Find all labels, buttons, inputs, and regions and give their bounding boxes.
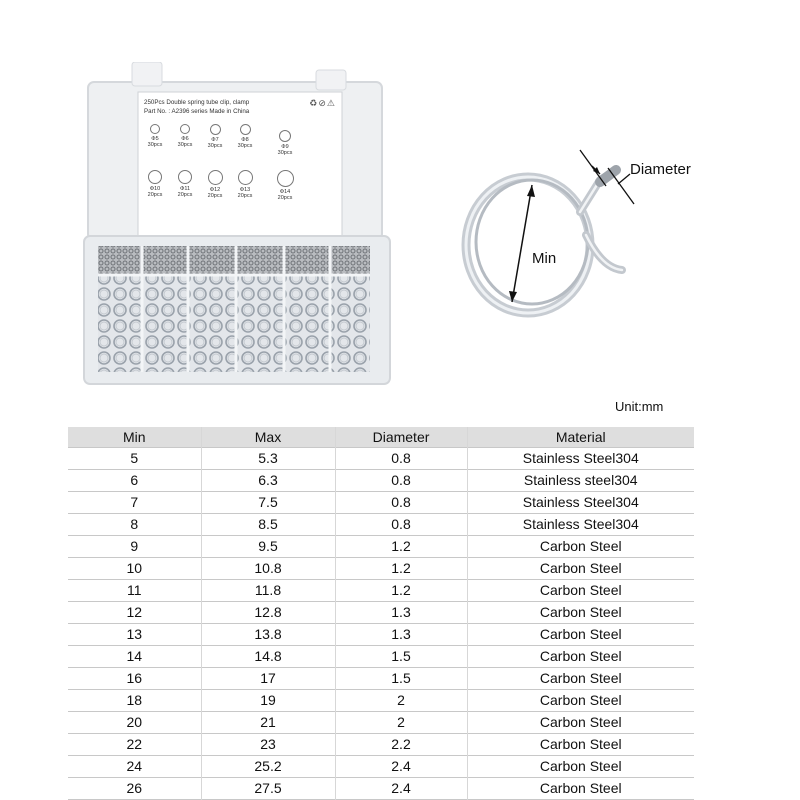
clip-ring-icon [178,170,192,184]
cell-max: 21 [201,712,335,734]
cell-material: Carbon Steel [539,670,622,686]
cell-max: 6.3 [201,470,335,492]
warning-icon: ⚠ [326,98,336,108]
clip-ring-icon [240,124,251,135]
cell-max: 5.3 [201,448,335,470]
cell-diameter: 1.2 [335,558,467,580]
size-qty: 20pcs [147,192,163,198]
cell-max: 23 [201,734,335,756]
table-row [68,646,694,668]
product-box-image [80,62,402,388]
cell-diameter: 1.5 [335,668,467,690]
cell-material: Carbon Steel [539,538,622,554]
cell-min: 22 [68,734,201,756]
cell-diameter: 1.2 [335,536,467,558]
cell-diameter: 0.8 [335,470,467,492]
cell-material: Stainless Steel304 [522,516,639,532]
table-row [68,624,694,646]
cell-max: 11.8 [201,580,335,602]
clip-diagram [440,120,740,360]
table-row [68,580,694,602]
size-qty: 30pcs [207,143,223,149]
cell-material: Carbon Steel [539,780,622,796]
cell-diameter: 2 [335,712,467,734]
size-qty: 20pcs [207,193,223,199]
cell-diameter: 0.8 [335,514,467,536]
size-label: Φ10 [149,186,161,192]
cell-material: Carbon Steel [539,626,622,642]
table-row [68,756,694,778]
column-header-material: Material [555,429,606,445]
cell-min: 12 [68,602,201,624]
table-row [68,448,694,470]
cell-diameter: 1.3 [335,602,467,624]
table-row [68,668,694,690]
table-row [68,536,694,558]
column-header-max: Max [201,427,335,448]
unit-label: Unit:mm [615,399,664,414]
size-qty: 20pcs [277,195,293,201]
size-cell [170,124,200,148]
size-cell [140,124,170,148]
size-label: Φ12 [209,187,221,193]
size-cell [270,170,300,201]
cell-min: 7 [68,492,201,514]
lid-label [140,94,340,244]
table-row [68,492,694,514]
table-header-row [68,427,694,448]
lid-size-grid [140,94,340,244]
cell-diameter: 1.2 [335,580,467,602]
table-row [68,558,694,580]
size-label: Φ14 [279,189,291,195]
recycle-icon: ♻ [309,98,319,108]
size-cell [200,170,230,199]
cell-diameter: 2.4 [335,778,467,800]
cell-min: 8 [68,514,201,536]
no-symbol-icon: ⊘ [318,98,327,108]
clip-ring-icon [208,170,223,185]
size-qty: 30pcs [277,150,293,156]
cell-min: 9 [68,536,201,558]
cell-diameter: 0.8 [335,492,467,514]
lid-part-number: Part No. : A2396 series Made in China [144,108,250,115]
size-qty: 20pcs [177,192,193,198]
cell-material: Carbon Steel [539,648,622,664]
cell-diameter: 0.8 [335,448,467,470]
cell-max: 14.8 [201,646,335,668]
size-cell [230,124,260,149]
table-row [68,470,694,492]
clip-ring-icon [277,170,294,187]
min-label: Min [532,250,557,267]
size-cell [270,130,300,156]
cell-material: Carbon Steel [539,758,622,774]
table-row [68,514,694,536]
cell-min: 6 [68,470,201,492]
size-label: Φ9 [281,144,289,150]
cell-material: Carbon Steel [539,604,622,620]
cell-min: 26 [68,778,201,800]
cell-material: Carbon Steel [539,736,622,752]
cell-max: 9.5 [201,536,335,558]
size-cell [170,170,200,198]
size-qty: 30pcs [237,143,253,149]
size-label: Φ5 [151,136,159,142]
size-qty: 30pcs [177,142,193,148]
size-cell [230,170,260,199]
cell-max: 8.5 [201,514,335,536]
cell-min: 20 [68,712,201,734]
cell-min: 18 [68,690,201,712]
cell-min: 24 [68,756,201,778]
cell-max: 12.8 [201,602,335,624]
table-row [68,602,694,624]
cell-max: 25.2 [201,756,335,778]
cell-max: 17 [201,668,335,690]
cell-min: 13 [68,624,201,646]
cell-min: 16 [68,668,201,690]
cell-diameter: 2.2 [335,734,467,756]
cell-max: 13.8 [201,624,335,646]
cell-min: 14 [68,646,201,668]
cell-material: Carbon Steel [539,692,622,708]
clip-ring-icon [279,130,291,142]
cell-min: 10 [68,558,201,580]
table-row [68,734,694,756]
cell-diameter: 2 [335,690,467,712]
table-row [68,778,694,800]
clip-ring-icon [150,124,160,134]
cell-material: Stainless Steel304 [522,494,639,510]
cell-material: Carbon Steel [539,582,622,598]
cell-material: Carbon Steel [539,560,622,576]
cell-max: 7.5 [201,492,335,514]
column-header-min: Min [68,427,201,448]
cell-material: Stainless Steel304 [522,450,639,466]
size-cell [200,124,230,149]
size-label: Φ8 [241,137,249,143]
size-cell [140,170,170,198]
cell-max: 10.8 [201,558,335,580]
spec-table [68,427,694,800]
cell-diameter: 1.3 [335,624,467,646]
cell-max: 19 [201,690,335,712]
cell-material: Carbon Steel [539,714,622,730]
clip-ring-icon [210,124,221,135]
column-header-diameter: Diameter [335,427,467,448]
size-label: Φ13 [239,187,251,193]
size-label: Φ6 [181,136,189,142]
clip-ring-icon [180,124,190,134]
size-qty: 30pcs [147,142,163,148]
size-label: Φ11 [179,186,191,192]
table-row [68,712,694,734]
cell-max: 27.5 [201,778,335,800]
size-qty: 20pcs [237,193,253,199]
size-label: Φ7 [211,137,219,143]
clip-ring-icon [148,170,162,184]
cell-min: 5 [68,448,201,470]
cell-min: 11 [68,580,201,602]
clip-ring-icon [238,170,253,185]
diameter-label: Diameter [630,161,691,178]
cell-material: Stainless steel304 [523,472,638,488]
cell-diameter: 2.4 [335,756,467,778]
lid-title: 250Pcs Double spring tube clip, clamp [144,99,250,106]
spring-clip-drawing [440,120,740,360]
table-row [68,690,694,712]
cell-diameter: 1.5 [335,646,467,668]
